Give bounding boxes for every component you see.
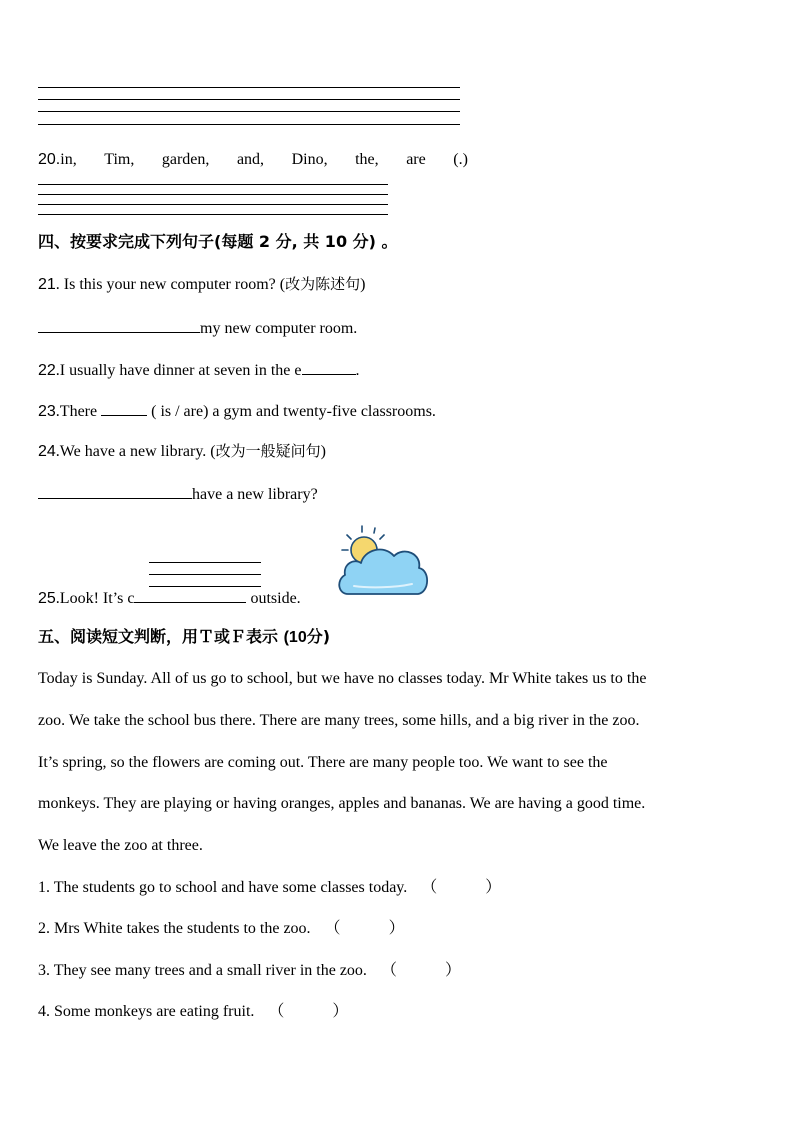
paren-close: ) (320, 443, 326, 460)
paren-open: （ (324, 920, 341, 937)
question-20 (38, 150, 468, 170)
question-instruction: 改为一般疑问句 (215, 442, 321, 460)
answer-blank[interactable] (38, 482, 192, 499)
section-5-title-text: 五、阅读短文判断，用Ｔ或Ｆ表示 (38, 627, 279, 646)
writing-line (38, 214, 388, 215)
question-number: 21 (38, 276, 56, 293)
paren-open: （ (380, 962, 397, 979)
q20-word-3: garden, (161, 151, 210, 168)
answer-blank[interactable] (302, 358, 356, 375)
writing-line (149, 562, 261, 563)
judgement-text: 3. They see many trees and a small river in the zoo. (38, 962, 367, 979)
answer-24 (38, 482, 318, 502)
section-5-score-unit: 分) (306, 627, 331, 646)
question-text-end: ( is / are) a gym and twenty-five classrooms. (147, 403, 436, 420)
question-text-end: . (355, 362, 360, 379)
answer-paren[interactable] (325, 919, 405, 939)
answer-21 (38, 316, 357, 336)
question-text-end: outside. (246, 590, 301, 607)
section-4-title: 四、按要求完成下列句子(每题 2 分, 共 10 分) 。 (38, 232, 398, 251)
judgement-text: 4. Some monkeys are eating fruit. (38, 1003, 255, 1020)
q20-word-2: Tim, (104, 151, 135, 168)
paren-close: ） (485, 879, 502, 896)
q20-word-8: (.) (453, 151, 468, 168)
question-text: .We have a new library. ( (55, 443, 216, 460)
question-text: .There (55, 403, 102, 420)
question-21 (38, 274, 365, 294)
judgement-text: 2. Mrs White takes the students to the zoo. (38, 920, 311, 937)
answer-paren[interactable] (421, 878, 501, 898)
question-text: . Is this your new computer room? ( (55, 276, 286, 293)
q20-word-6: the, (355, 151, 379, 168)
writing-line (38, 184, 388, 185)
judgement-1 (38, 878, 501, 898)
writing-line (38, 111, 460, 112)
question-text: .I usually have dinner at seven in the e (55, 362, 302, 379)
question-24 (38, 441, 326, 461)
writing-line (38, 204, 388, 205)
writing-line (149, 574, 261, 575)
question-number: 20. (38, 151, 61, 168)
judgement-4 (38, 1002, 348, 1022)
paren-open: （ (268, 1003, 285, 1020)
passage-line: zoo. We take the school bus there. There are many trees, some hills, and a big river in the zoo. (38, 712, 640, 729)
answer-blank[interactable] (101, 399, 147, 416)
writing-line (38, 124, 460, 125)
q20-word-7: are (406, 151, 426, 168)
section-5-title (38, 627, 330, 647)
sun-behind-cloud-icon (334, 522, 430, 600)
passage-line: It’s spring, so the flowers are coming out. There are many people too. We want to see the (38, 754, 608, 771)
paren-close: ) (360, 276, 366, 293)
writing-line (38, 194, 388, 195)
judgement-3 (38, 961, 461, 981)
question-text: .Look! It’s c (55, 590, 135, 607)
answer-tail: have a new library? (192, 486, 318, 503)
writing-line (38, 87, 460, 88)
judgement-text: 1. The students go to school and have some classes today. (38, 879, 408, 896)
passage-line: Today is Sunday. All of us go to school, but we have no classes today. Mr White takes us to the (38, 670, 647, 687)
question-22 (38, 358, 360, 378)
question-instruction: 改为陈述句 (285, 275, 361, 293)
question-25 (38, 586, 301, 606)
answer-blank[interactable] (38, 316, 200, 333)
q20-words (38, 150, 468, 170)
judgement-2 (38, 919, 405, 939)
answer-tail: my new computer room. (200, 320, 358, 337)
writing-line (38, 99, 460, 100)
q20-word-text: in, (60, 151, 77, 168)
answer-paren[interactable] (268, 1002, 348, 1022)
paren-open: （ (421, 879, 438, 896)
question-number: 22 (38, 362, 56, 379)
passage-line: monkeys. They are playing or having oranges, apples and bananas. We are having a good time. (38, 795, 646, 812)
paren-close: ） (444, 962, 461, 979)
paren-close: ） (332, 1003, 349, 1020)
q20-word-5: Dino, (291, 151, 328, 168)
question-number: 24 (38, 443, 56, 460)
answer-paren[interactable] (381, 961, 461, 981)
answer-blank[interactable] (134, 586, 246, 603)
paren-close: ） (388, 920, 405, 937)
q20-word-1 (38, 150, 77, 170)
section-5-score: (10 (283, 629, 307, 646)
passage-line: We leave the zoo at three. (38, 837, 203, 854)
question-number: 25 (38, 590, 56, 607)
q20-word-4: and, (236, 151, 265, 168)
question-number: 23 (38, 403, 56, 420)
question-23 (38, 399, 436, 419)
